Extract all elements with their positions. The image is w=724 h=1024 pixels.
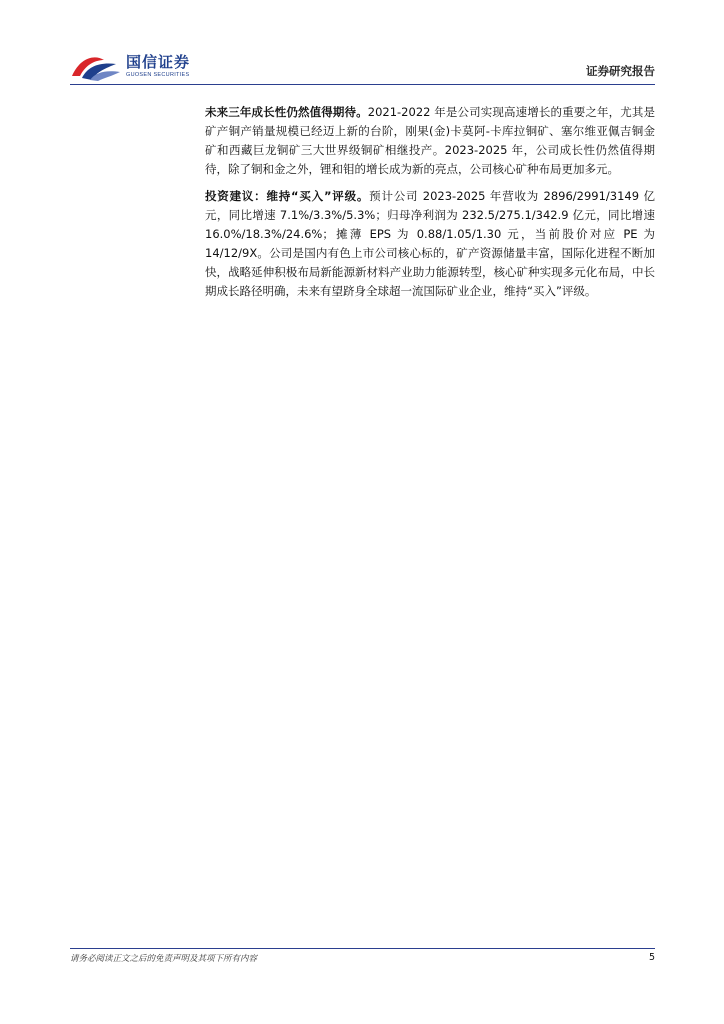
paragraph-text: 预计公司 2023-2025 年营收为 2896/2991/3149 亿元，同比增速 7.1%/3.3%/5.3%；归母净利润为 232.5/275.1/342.9 亿元，同比增速 16.0%/18.3%/24.6%；摊薄 EPS 为 0.88/1.05/1.30 元，当前股价对应 PE 为 14/12/9X。公司是国内有色上市公司核心标的，矿产资源储量丰富，国际化进程不断加快，战略延伸积极布局新能源新材料产业助力能源转型，核心矿种实现多元化布局，中长期成长路径明确，未来有望跻身全球超一流国际矿业企业，维持“买入”评级。 bbox=[205, 189, 655, 298]
logo bbox=[70, 50, 190, 82]
page-header bbox=[70, 50, 655, 84]
main-content bbox=[205, 103, 655, 309]
footer-divider bbox=[70, 948, 655, 949]
header-divider bbox=[70, 84, 655, 85]
paragraph-investment-advice bbox=[205, 187, 655, 301]
paragraph-lead: 投资建议：维持“买入”评级。 bbox=[205, 189, 370, 203]
paragraph-text: 2021-2022 年是公司实现高速增长的重要之年，尤其是矿产铜产销量规模已经迈上新的台阶，刚果(金)卡莫阿-卡库拉铜矿、塞尔维亚佩吉铜金矿和西藏巨龙铜矿三大世界级铜矿相继投产。2023-2025 年，公司成长性仍然值得期待，除了铜和金之外，锂和钼的增长成为新的亮点，公司核心矿种布局更加多元。 bbox=[205, 105, 655, 176]
paragraph-lead: 未来三年成长性仍然值得期待。 bbox=[205, 105, 368, 119]
paragraph-growth-outlook bbox=[205, 103, 655, 179]
guosen-logo-icon bbox=[70, 50, 122, 82]
page-number: 5 bbox=[648, 952, 655, 963]
report-type-label: 证券研究报告 bbox=[586, 64, 655, 78]
footer-disclaimer: 请务必阅读正文之后的免责声明及其项下所有内容 bbox=[70, 954, 258, 964]
logo-english-name: GUOSEN SECURITIES bbox=[126, 72, 190, 78]
logo-chinese-name: 国信证券 bbox=[126, 53, 191, 71]
